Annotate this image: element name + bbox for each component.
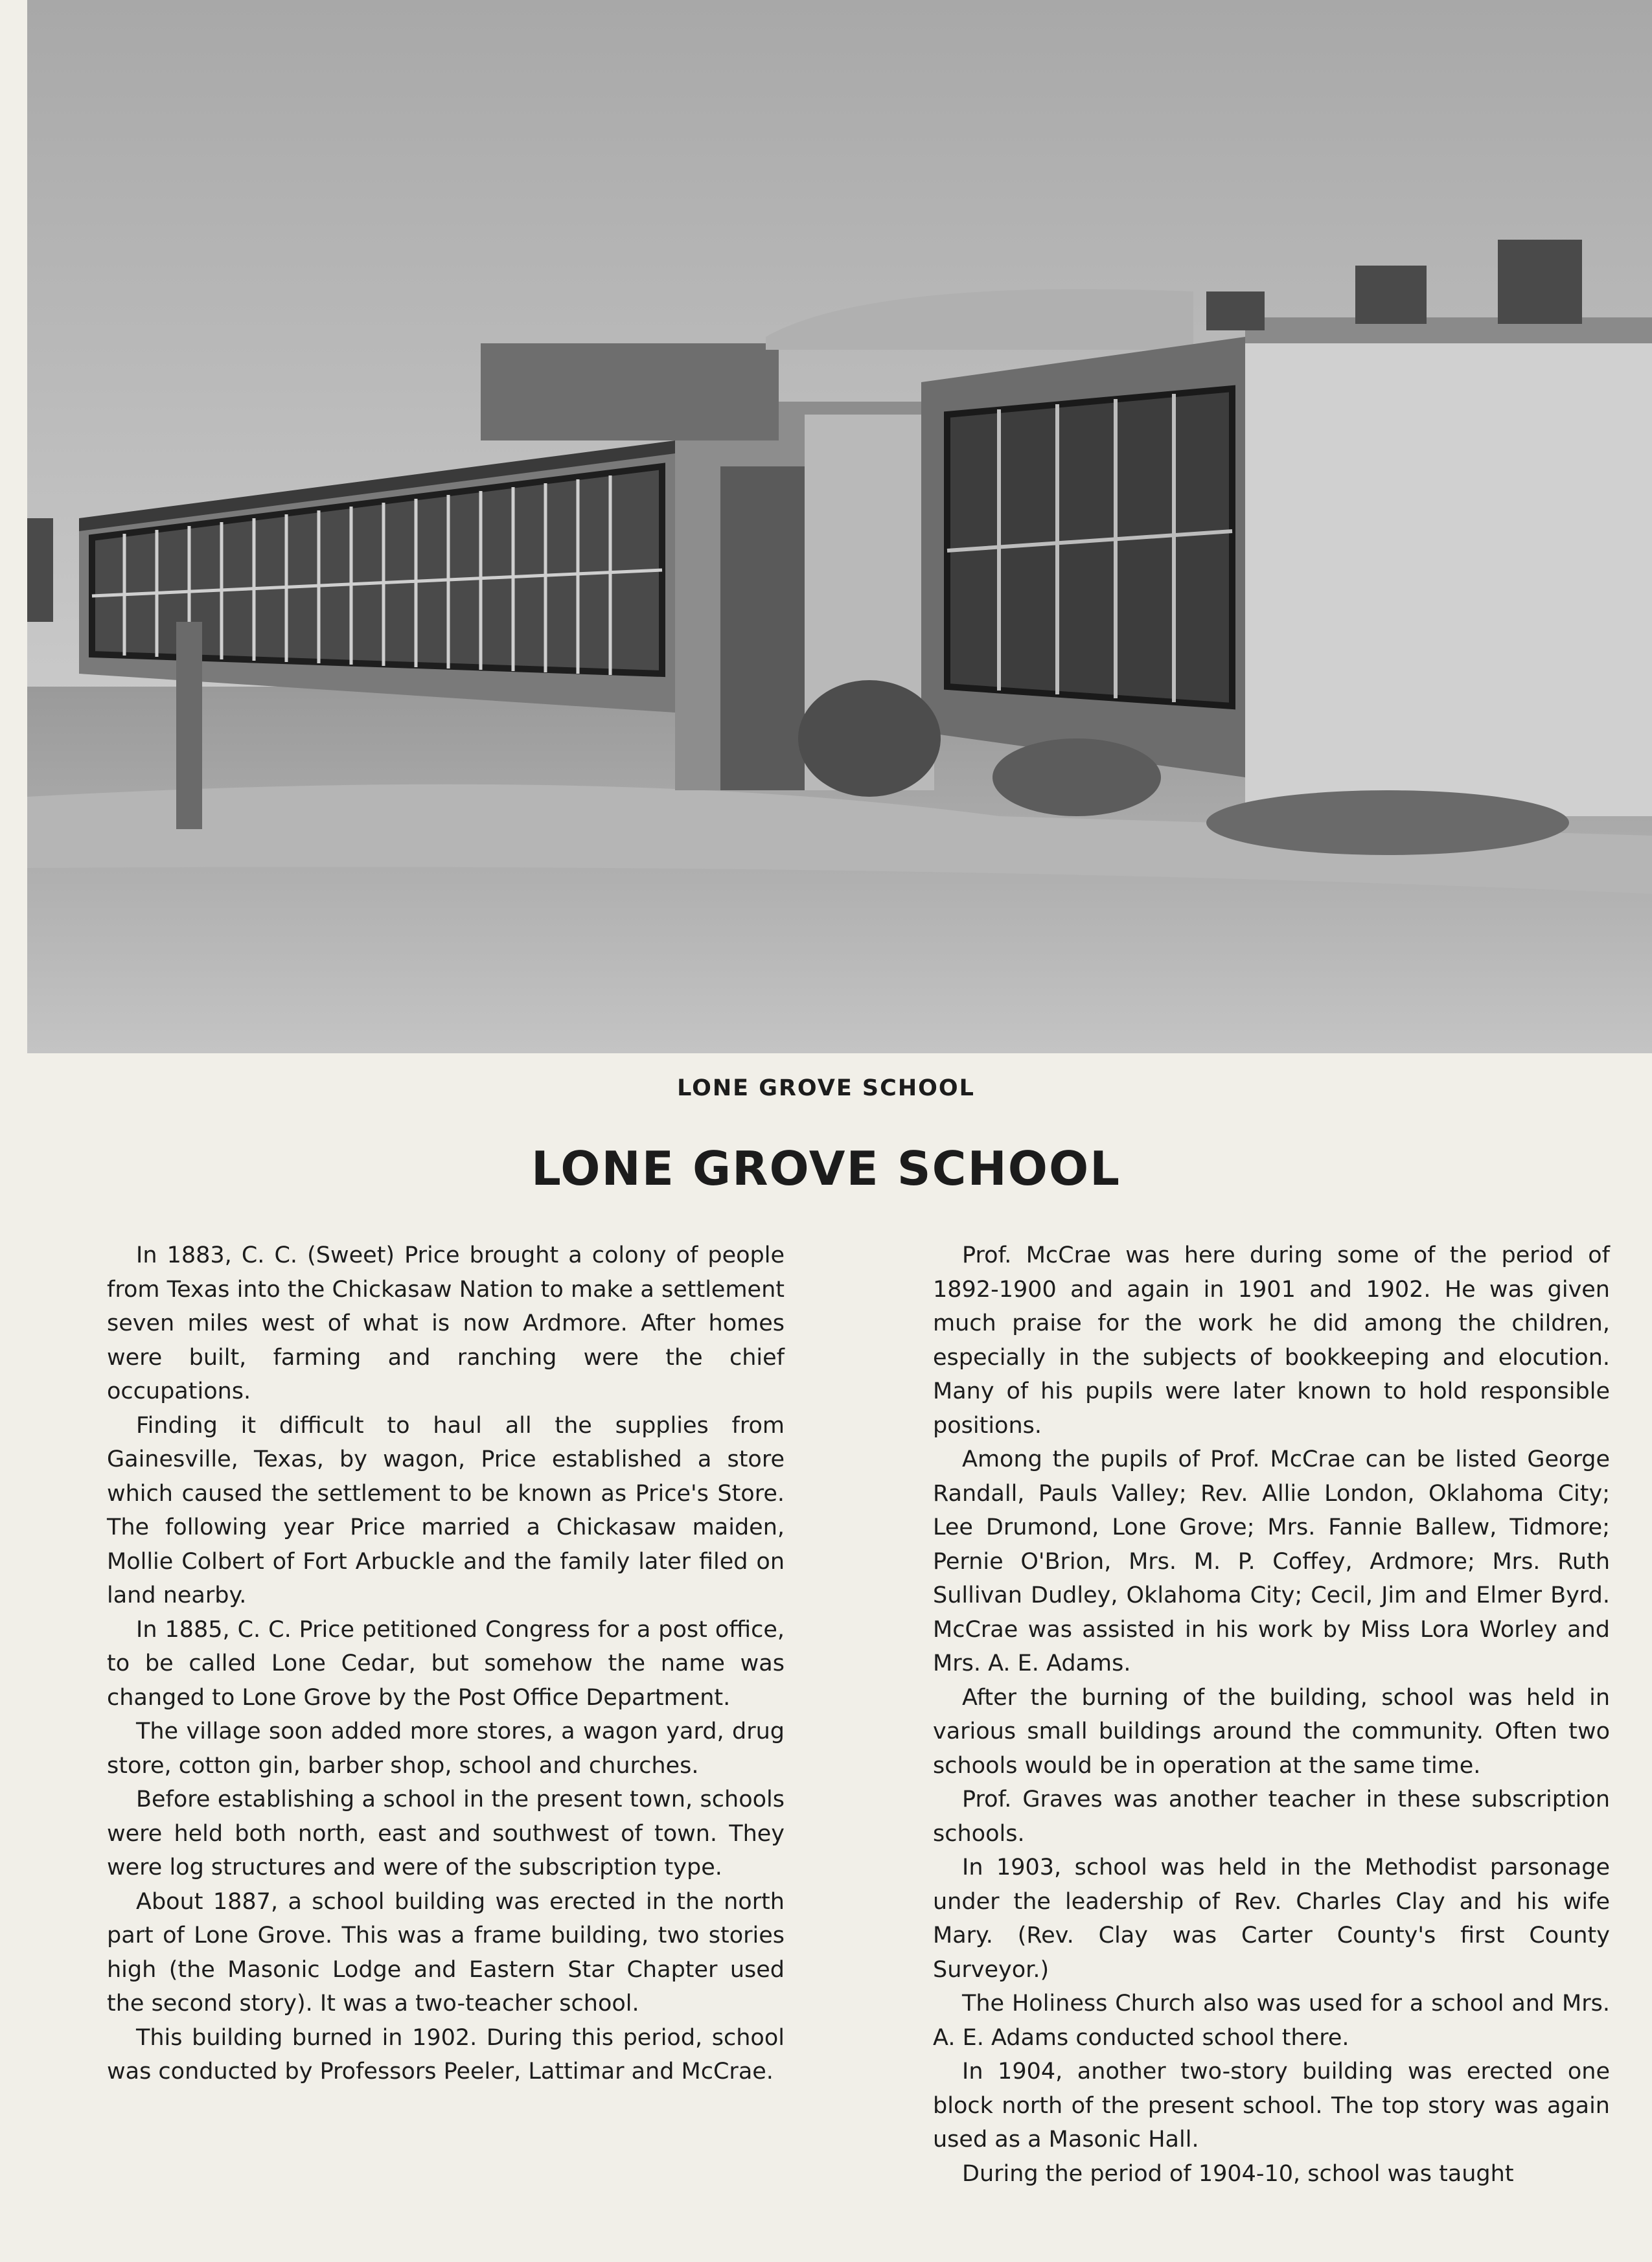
paragraph: Prof. McCrae was here during some of the period of 1892-1900 and again in 1901 and 1902. He was given much praise for the work he did among the children, especially in the subjects of bookkeeping and elocution. Many of his pupils were later known to hold responsible positions. <box>933 1242 1610 1439</box>
page-title: LONE GROVE SCHOOL <box>531 1141 1121 1196</box>
paragraph: About 1887, a school building was erected in the north part of Lone Grove. This was a frame building, two stories high (the Masonic Lodge and Eastern Star Chapter used the second story). It was a two-teacher school. <box>107 1888 785 2016</box>
paragraph: During the period of 1904-10, school was taught <box>962 2160 1514 2187</box>
paragraph: Finding it difficult to haul all the supplies from Gainesville, Texas, by wagon, Price established a store which caused the settlement to be known as Price's Store. The following year Price married a Chickasaw maiden, Mollie Colbert of Fort Arbuckle and the family later filed on land nearby. <box>107 1412 785 1608</box>
paragraph: After the burning of the building, school was held in various small buildings around the community. Often two schools would be in operation at the same time. <box>933 1684 1610 1779</box>
school-building-photo <box>27 0 1652 1053</box>
paragraph: The Holiness Church also was used for a school and Mrs. A. E. Adams conducted school there. <box>933 1991 1610 2051</box>
paragraph: Prof. Graves was another teacher in these subscription schools. <box>933 1787 1610 1847</box>
paragraph: Among the pupils of Prof. McCrae can be listed George Randall, Pauls Valley; Rev. Allie London, Oklahoma City; Lee Drumond, Lone Grove; Mrs. Fannie Ballew, Tidmore; Pernie O'Brion, Mrs. M. P. Coffey, Ardmore; Mrs. Ruth Sullivan Dudley, Oklahoma City; Cecil, Jim and Elmer Byrd. McCrae was assisted in his work by Miss Lora Worley and Mrs. A. E. Adams. <box>933 1446 1610 1676</box>
paragraph: In 1903, school was held in the Methodist parsonage under the leadership of Rev. Charles Clay and his wife Mary. (Rev. Clay was Carter County's first County Surveyor.) <box>933 1855 1610 1983</box>
paragraph: The village soon added more stores, a wagon yard, drug store, cotton gin, barber shop, school and churches. <box>107 1719 785 1779</box>
paragraph: In 1883, C. C. (Sweet) Price brought a colony of people from Texas into the Chickasaw Nation to make a settlement seven miles west of what is now Ardmore. After homes were built, farming and ranching were the chief occupations. <box>107 1242 785 1404</box>
right-column <box>933 1239 1610 2191</box>
paragraph: In 1904, another two-story building was erected one block north of the present school. The top story was again used as a Masonic Hall. <box>933 2059 1610 2153</box>
paragraph: In 1885, C. C. Price petitioned Congress for a post office, to be called Lone Cedar, but somehow the name was changed to Lone Grove by the Post Office Department. <box>107 1616 785 1711</box>
paragraph: This building burned in 1902. During this period, school was conducted by Professors Peeler, Lattimar and McCrae. <box>107 2024 785 2085</box>
photo-caption: LONE GROVE SCHOOL <box>677 1075 975 1101</box>
school-building-icon <box>27 0 1652 1053</box>
left-column <box>107 1239 785 2089</box>
paragraph: Before establishing a school in the present town, schools were held both north, east and southwest of town. They were log structures and were of the subscription type. <box>107 1787 785 1880</box>
